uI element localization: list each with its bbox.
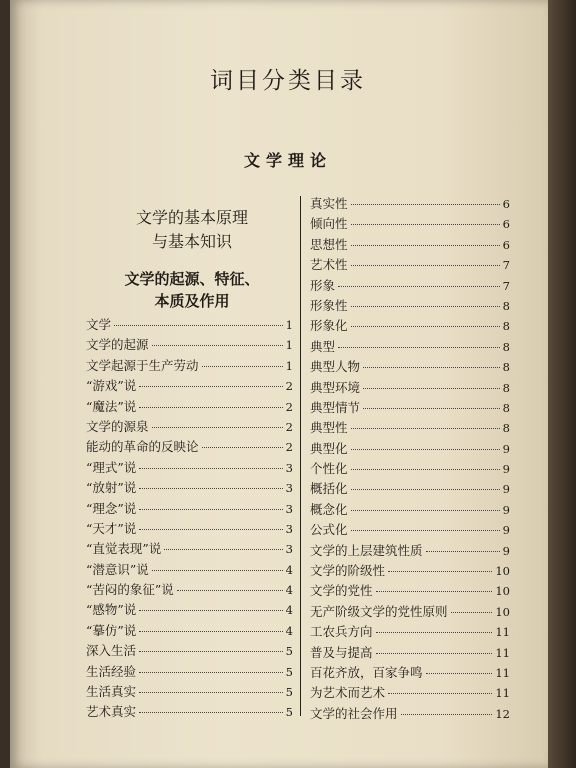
toc-entry: [310, 683, 510, 703]
toc-entry: [310, 276, 510, 296]
toc-entry-page: 2: [285, 399, 293, 414]
toc-entry-page: 5: [285, 664, 293, 679]
page-title: 词目分类目录: [210, 68, 366, 94]
toc-entry: [86, 519, 293, 539]
toc-entry-page: 4: [285, 603, 293, 618]
toc-entry: [86, 335, 293, 355]
toc-entry-page: 10: [495, 584, 510, 599]
toc-entry: [310, 439, 510, 459]
toc-entry-page: 8: [502, 400, 510, 415]
dot-leader: [139, 529, 282, 530]
toc-entry-page: 6: [502, 237, 510, 252]
toc-entry: [310, 296, 510, 316]
toc-entry-page: 1: [285, 318, 293, 332]
toc-entry: [310, 704, 510, 724]
toc-entry-label: 文学的上层建筑性质: [310, 542, 423, 558]
toc-entry-page: 6: [502, 217, 510, 232]
toc-entry: [86, 539, 293, 559]
toc-entry-page: 2: [285, 419, 293, 434]
toc-entry-label: 能动的革命的反映论: [86, 439, 199, 455]
toc-entry: [86, 315, 293, 335]
dot-leader: [363, 367, 500, 368]
dot-leader: [351, 449, 500, 450]
dot-leader: [363, 388, 500, 389]
dot-leader: [401, 714, 493, 715]
toc-entry-page: 7: [502, 258, 510, 273]
dot-leader: [139, 651, 283, 652]
dot-leader: [351, 326, 500, 327]
toc-entry-label: 典型环境: [310, 379, 361, 395]
toc-entry-page: 9: [502, 482, 510, 497]
dot-leader: [426, 673, 493, 674]
toc-entry: [86, 641, 293, 661]
dot-leader: [152, 570, 283, 571]
toc-entry-label: “直觉表现”说: [86, 541, 162, 557]
toc-entry-label: 工农兵方向: [310, 624, 373, 640]
toc-entry-label: 典型人物: [310, 359, 361, 375]
toc-entry-page: 2: [285, 379, 293, 394]
toc-entry-page: 11: [495, 665, 510, 680]
toc-entry-page: 11: [495, 645, 510, 660]
dot-leader: [451, 612, 493, 613]
left-subheading: [92, 268, 292, 312]
dot-leader: [152, 345, 283, 346]
toc-entry-label: “摹仿”说: [86, 622, 137, 638]
dot-leader: [139, 692, 283, 693]
dot-leader: [388, 571, 492, 572]
toc-entry-label: “放射”说: [86, 480, 137, 496]
toc-entry: [86, 682, 293, 702]
right-entry-list: [310, 194, 510, 724]
toc-entry-page: 1: [285, 358, 293, 373]
toc-entry: [310, 643, 510, 663]
toc-entry-page: 8: [502, 319, 510, 334]
dot-leader: [376, 632, 493, 633]
toc-entry-page: 11: [495, 686, 510, 701]
toc-entry-page: 3: [285, 542, 293, 557]
toc-entry-label: 形象化: [310, 318, 348, 334]
toc-entry: [310, 357, 510, 377]
toc-entry-page: 7: [502, 278, 510, 293]
toc-entry: [310, 581, 510, 601]
toc-entry-page: 6: [502, 197, 510, 211]
toc-entry-label: 生活真实: [86, 684, 137, 700]
toc-entry: [86, 376, 293, 396]
toc-entry: [310, 235, 510, 255]
toc-entry: [86, 458, 293, 478]
toc-entry-label: 倾向性: [310, 216, 348, 232]
dot-leader: [114, 325, 283, 326]
toc-entry: [86, 478, 293, 498]
toc-entry-label: “苦闷的象征”说: [86, 582, 174, 598]
dot-leader: [177, 590, 283, 591]
toc-entry: [310, 602, 510, 622]
toc-entry-page: 10: [495, 604, 510, 619]
toc-entry-label: 无产阶级文学的党性原则: [310, 603, 448, 619]
dot-leader: [164, 549, 282, 550]
toc-entry-label: 文学: [86, 317, 112, 332]
toc-entry-page: 9: [502, 543, 510, 558]
toc-entry-page: 11: [495, 625, 510, 640]
dot-leader: [351, 469, 500, 470]
toc-entry-page: 9: [502, 523, 510, 538]
left-heading-line: 与基本知识: [151, 232, 232, 251]
toc-entry: [310, 561, 510, 581]
dot-leader: [351, 510, 500, 511]
dot-leader: [202, 447, 283, 448]
toc-entry: [310, 459, 510, 479]
dot-leader: [202, 366, 283, 367]
toc-entry-label: “理念”说: [86, 500, 137, 516]
toc-entry-label: “魔法”说: [86, 398, 137, 414]
toc-entry: [310, 316, 510, 336]
toc-entry: [310, 378, 510, 398]
toc-entry-label: 形象性: [310, 297, 348, 313]
dot-leader: [351, 306, 500, 307]
toc-entry-page: 12: [495, 706, 510, 721]
toc-entry-page: 5: [285, 705, 293, 720]
toc-entry-label: 文学的源泉: [86, 418, 149, 434]
toc-entry-label: 百花齐放，百家争鸣: [310, 664, 423, 680]
toc-entry: [86, 662, 293, 682]
toc-entry-label: 形象: [310, 277, 336, 293]
dot-leader: [139, 672, 283, 673]
dot-leader: [376, 653, 493, 654]
toc-entry-page: 4: [285, 562, 293, 577]
dot-leader: [139, 631, 282, 632]
toc-entry-label: “感物”说: [86, 602, 137, 618]
dot-leader: [152, 427, 283, 428]
toc-entry-label: 概念化: [310, 501, 348, 517]
dot-leader: [351, 204, 500, 205]
dot-leader: [338, 286, 500, 287]
left-subheading-line: 本质及作用: [154, 292, 230, 310]
toc-entry-page: 4: [285, 623, 293, 638]
toc-entry-page: 3: [285, 481, 293, 496]
toc-entry: [86, 397, 293, 417]
toc-entry-label: 艺术性: [310, 257, 348, 273]
toc-entry: [86, 580, 293, 600]
toc-entry: [310, 479, 510, 499]
toc-entry-label: 典型化: [310, 440, 348, 456]
toc-entry-label: 典型性: [310, 420, 348, 436]
dot-leader: [139, 407, 282, 408]
toc-entry-label: 深入生活: [86, 643, 137, 659]
toc-entry-page: 3: [285, 521, 293, 536]
toc-entry-label: 典型: [310, 338, 336, 354]
toc-entry: [86, 621, 293, 641]
dot-leader: [139, 468, 282, 469]
toc-entry-label: “天才”说: [86, 520, 137, 536]
toc-entry-label: 文学起源于生产劳动: [86, 357, 199, 373]
toc-entry-label: 概括化: [310, 481, 348, 497]
toc-entry: [86, 560, 293, 580]
toc-entry-page: 2: [285, 440, 293, 455]
toc-entry: [310, 194, 510, 214]
toc-entry-label: “理式”说: [86, 459, 137, 475]
toc-entry-page: 3: [285, 501, 293, 516]
column-divider: [300, 196, 301, 716]
dot-leader: [351, 428, 500, 429]
dot-leader: [139, 712, 283, 713]
toc-entry-label: 个性化: [310, 461, 348, 477]
dot-leader: [363, 408, 500, 409]
toc-entry-label: “游戏”说: [86, 378, 137, 394]
toc-entry-page: 3: [285, 460, 293, 475]
toc-entry: [310, 418, 510, 438]
dot-leader: [351, 530, 500, 531]
dot-leader: [388, 693, 492, 694]
book-edge: [548, 0, 576, 768]
dot-leader: [139, 509, 282, 510]
toc-entry: [310, 255, 510, 275]
toc-entry: [86, 702, 293, 722]
dot-leader: [426, 551, 500, 552]
dot-leader: [139, 386, 282, 387]
toc-entry-page: 8: [502, 360, 510, 375]
dot-leader: [351, 245, 500, 246]
toc-entry-label: 文学的社会作用: [310, 705, 398, 721]
toc-entry-page: 1: [285, 338, 293, 353]
toc-entry: [310, 622, 510, 642]
toc-entry-page: 8: [502, 421, 510, 436]
toc-entry: [310, 398, 510, 418]
section-title: 文学理论: [243, 151, 332, 170]
toc-entry-page: 8: [502, 339, 510, 354]
toc-entry: [86, 600, 293, 620]
dot-leader: [376, 591, 493, 592]
toc-entry-label: 典型情节: [310, 399, 361, 415]
left-heading-line: 文学的基本原理: [135, 208, 248, 227]
toc-entry-page: 9: [502, 462, 510, 477]
toc-entry-label: 文学的阶级性: [310, 563, 386, 579]
dot-leader: [139, 610, 282, 611]
left-subheading-line: 文学的起源、特征、: [124, 270, 260, 288]
toc-entry-page: 5: [285, 685, 293, 700]
dot-leader: [351, 489, 500, 490]
toc-entry: [310, 663, 510, 683]
toc-entry-page: 8: [502, 380, 510, 395]
toc-entry-label: 为艺术而艺术: [310, 685, 386, 701]
toc-entry-page: 8: [502, 298, 510, 313]
toc-entry: [86, 356, 293, 376]
toc-entry-page: 5: [285, 644, 293, 659]
toc-entry: [310, 214, 510, 234]
toc-entry: [310, 337, 510, 357]
toc-entry-label: 普及与提高: [310, 644, 373, 660]
toc-entry-page: 9: [502, 441, 510, 456]
toc-entry: [86, 437, 293, 457]
left-heading: [92, 206, 292, 254]
left-entry-list: [86, 315, 293, 723]
toc-entry-label: “潜意识”说: [86, 561, 149, 577]
toc-entry-label: 生活经验: [86, 663, 137, 679]
toc-entry-page: 4: [285, 583, 293, 598]
dot-leader: [351, 224, 500, 225]
toc-entry: [310, 520, 510, 540]
dot-leader: [338, 347, 500, 348]
dot-leader: [139, 488, 282, 489]
toc-entry: [86, 499, 293, 519]
toc-entry-page: 10: [495, 564, 510, 579]
dot-leader: [351, 265, 500, 266]
toc-entry-label: 文学的党性: [310, 583, 373, 599]
toc-entry: [86, 417, 293, 437]
toc-entry: [310, 541, 510, 561]
toc-entry-label: 文学的起源: [86, 337, 149, 353]
toc-entry: [310, 500, 510, 520]
toc-entry-label: 公式化: [310, 522, 348, 538]
toc-entry-label: 思想性: [310, 236, 348, 252]
toc-entry-page: 9: [502, 502, 510, 517]
toc-entry-label: 真实性: [310, 196, 348, 211]
toc-entry-label: 艺术真实: [86, 704, 137, 720]
